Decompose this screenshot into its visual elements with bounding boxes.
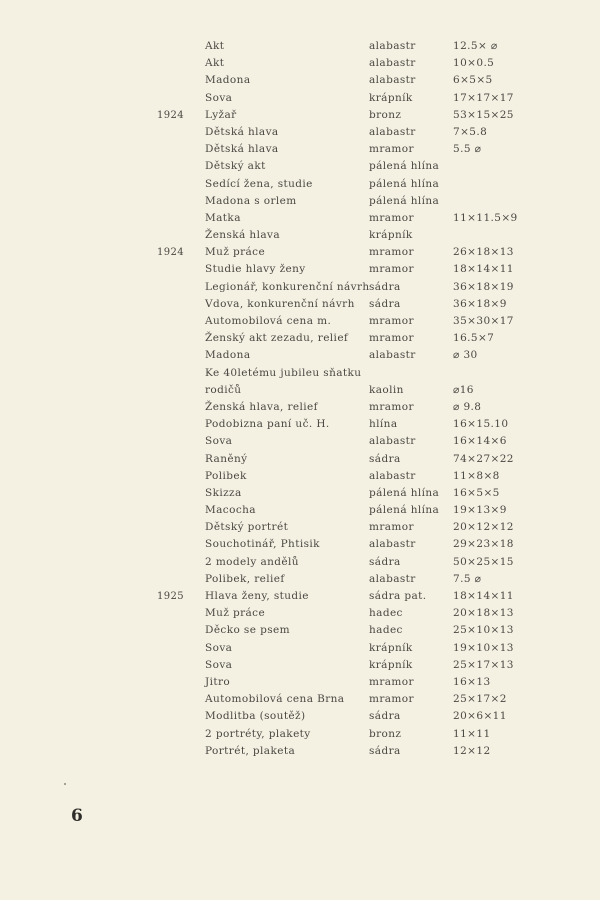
material-cell: pálená hlína (369, 504, 440, 517)
catalog-row (0, 691, 600, 708)
catalog-row (0, 107, 600, 124)
title-cell: Studie hlavy ženy (205, 263, 306, 276)
material-cell: sádra (369, 744, 401, 757)
title-cell: Dětský portrét (205, 521, 289, 534)
material-cell: pálená hlína (369, 194, 440, 207)
title-cell: Sova (205, 658, 233, 671)
material-cell: mramor (369, 211, 414, 224)
catalog-row (0, 502, 600, 519)
catalog-row (0, 55, 600, 72)
catalog-row (0, 554, 600, 571)
title-cell: Dětský akt (205, 160, 266, 173)
material-cell: krápník (369, 658, 413, 671)
catalog-row (0, 485, 600, 502)
material-cell: pálená hlína (369, 160, 440, 173)
material-cell: hadec (369, 607, 403, 620)
material-cell: alabastr (369, 349, 416, 362)
material-cell: sádra (369, 710, 401, 723)
title-cell: Polibek, relief (205, 572, 285, 585)
title-cell: Macocha (205, 504, 256, 517)
title-cell: Souchotinář, Phtisik (205, 538, 320, 551)
material-cell: mramor (369, 675, 414, 688)
size-cell: 16.5×7 (453, 332, 495, 345)
size-cell: 35×30×17 (453, 315, 514, 327)
material-cell: alabastr (369, 435, 416, 448)
catalog-row (0, 141, 600, 158)
material-cell: krápník (369, 641, 413, 654)
catalog-row (0, 38, 600, 55)
material-cell: alabastr (369, 538, 416, 551)
title-cell: Madona s orlem (205, 194, 297, 207)
material-cell: mramor (369, 400, 414, 413)
title-cell: Muž práce (205, 607, 266, 620)
catalog-row (0, 279, 600, 296)
size-cell: 50×25×15 (453, 555, 514, 568)
material-cell: krápník (369, 229, 413, 242)
title-cell: Sova (205, 91, 233, 104)
title-cell: 2 portréty, plakety (205, 727, 311, 740)
material-cell: alabastr (369, 57, 416, 70)
size-cell: 19×13×9 (453, 504, 507, 517)
catalog-row (0, 313, 600, 330)
size-cell: 5.5 ⌀ (453, 143, 482, 156)
material-cell: sádra (369, 297, 401, 310)
size-cell: 20×12×12 (453, 521, 514, 534)
size-cell: 20×6×11 (453, 710, 507, 723)
material-cell: sádra pat. (369, 590, 427, 602)
material-cell: alabastr (369, 40, 416, 52)
size-cell: 11×11.5×9 (453, 211, 518, 224)
size-cell: 12.5× ⌀ (453, 40, 498, 52)
title-cell: Děcko se psem (205, 624, 290, 637)
catalog-row (0, 227, 600, 244)
catalog-row (0, 708, 600, 725)
size-cell: 25×17×13 (453, 658, 514, 671)
size-cell: 18×14×11 (453, 590, 514, 602)
size-cell: 18×14×11 (453, 263, 514, 276)
catalog-row (0, 416, 600, 433)
title-cell: Ženská hlava, relief (205, 400, 318, 413)
material-cell: sádra (369, 452, 401, 465)
title-cell: Automobilová cena Brna (205, 693, 345, 706)
title-cell: Dětská hlava (205, 125, 279, 138)
size-cell: 12×12 (453, 744, 491, 757)
catalog-row (0, 640, 600, 657)
title-cell: Akt (205, 40, 225, 52)
size-cell: 6×5×5 (453, 74, 493, 87)
catalog-row (0, 588, 600, 605)
catalog-row (0, 743, 600, 760)
title-cell: Madona (205, 74, 251, 87)
material-cell: mramor (369, 263, 414, 276)
material-cell: alabastr (369, 572, 416, 585)
catalog-row (0, 536, 600, 553)
material-cell: sádra (369, 280, 401, 293)
title-cell: Sova (205, 435, 233, 448)
size-cell: 7×5.8 (453, 125, 488, 138)
title-cell: Portrét, plaketa (205, 744, 296, 757)
catalog-row (0, 347, 600, 364)
material-cell: kaolin (369, 383, 404, 396)
size-cell: 11×8×8 (453, 469, 500, 482)
size-cell: 20×18×13 (453, 607, 514, 620)
material-cell: krápník (369, 91, 413, 104)
size-cell: 16×15.10 (453, 418, 509, 431)
year-cell: 1924 (157, 247, 185, 259)
catalog-row (0, 726, 600, 743)
year-cell: 1924 (157, 109, 185, 121)
page-number: 6 (71, 806, 83, 826)
material-cell: mramor (369, 315, 414, 327)
catalog-row (0, 72, 600, 89)
catalog-row (0, 605, 600, 622)
material-cell: alabastr (369, 469, 416, 482)
material-cell: bronz (369, 727, 402, 740)
catalog-row (0, 296, 600, 313)
size-cell: 29×23×18 (453, 538, 514, 551)
catalog-row (0, 261, 600, 278)
title-cell: Sedící žena, studie (205, 177, 313, 190)
title-cell: Automobilová cena m. (205, 315, 332, 327)
material-cell: alabastr (369, 125, 416, 138)
material-cell: mramor (369, 693, 414, 706)
catalog-row (0, 433, 600, 450)
catalog-row (0, 451, 600, 468)
year-cell: 1925 (157, 591, 185, 602)
catalog-row (0, 674, 600, 691)
catalog-row (0, 244, 600, 261)
catalog-row (0, 571, 600, 588)
catalog-row (0, 176, 600, 193)
catalog-row (0, 90, 600, 107)
title-cell: Lyžař (205, 108, 237, 121)
title-cell: 2 modely andělů (205, 555, 299, 568)
size-cell: ⌀ 9.8 (453, 400, 482, 413)
title-cell: Vdova, konkurenční návrh (205, 297, 355, 310)
material-cell: mramor (369, 332, 414, 345)
material-cell: bronz (369, 108, 402, 121)
size-cell: 17×17×17 (453, 91, 514, 104)
material-cell: mramor (369, 143, 414, 156)
title-cell: rodičů (205, 383, 242, 396)
size-cell: 25×17×2 (453, 693, 507, 706)
material-cell: sádra (369, 555, 401, 568)
title-cell: Ženský akt zezadu, relief (205, 332, 349, 345)
material-cell: alabastr (369, 74, 416, 87)
title-cell: Ke 40letému jubileu sňatku (205, 366, 362, 379)
catalog-row (0, 657, 600, 674)
size-cell: 36×18×9 (453, 297, 507, 310)
material-cell: pálená hlína (369, 177, 440, 190)
catalog-row (0, 330, 600, 347)
catalog-list (0, 38, 600, 760)
size-cell: 74×27×22 (453, 452, 514, 465)
size-cell: 26×18×13 (453, 246, 514, 259)
catalog-row (0, 210, 600, 227)
size-cell: 16×13 (453, 675, 491, 688)
title-cell: Raněný (205, 452, 248, 465)
catalog-row (0, 468, 600, 485)
material-cell: hadec (369, 624, 403, 637)
title-cell: Podobizna paní uč. H. (205, 418, 330, 431)
material-cell: mramor (369, 521, 414, 534)
title-cell: Sova (205, 641, 233, 654)
size-cell: 25×10×13 (453, 624, 514, 637)
catalog-row (0, 622, 600, 639)
size-cell: 16×14×6 (453, 435, 507, 448)
title-cell: Matka (205, 211, 241, 224)
size-cell: 53×15×25 (453, 108, 514, 121)
size-cell: 10×0.5 (453, 57, 495, 70)
title-cell: Skizza (205, 486, 242, 499)
title-cell: Akt (205, 57, 225, 70)
catalog-row (0, 382, 600, 399)
material-cell: mramor (369, 246, 414, 259)
title-cell: Madona (205, 349, 251, 362)
catalog-row (0, 193, 600, 210)
catalog-row (0, 519, 600, 536)
size-cell: 19×10×13 (453, 641, 514, 654)
size-cell: 11×11 (453, 727, 491, 740)
material-cell: hlína (369, 418, 398, 431)
title-cell: Muž práce (205, 246, 266, 259)
size-cell: ⌀ 30 (453, 349, 478, 362)
title-cell: Hlava ženy, studie (205, 590, 309, 602)
title-cell: Jitro (205, 675, 231, 688)
title-cell: Dětská hlava (205, 143, 279, 156)
catalog-row (0, 365, 600, 382)
size-cell: ⌀16 (453, 383, 474, 396)
title-cell: Ženská hlava (205, 229, 280, 242)
title-cell: Legionář, konkurenční návrh (205, 280, 370, 293)
paper-speck (64, 783, 66, 785)
catalog-row (0, 124, 600, 141)
size-cell: 16×5×5 (453, 486, 500, 499)
catalog-row (0, 158, 600, 175)
size-cell: 7.5 ⌀ (453, 572, 482, 585)
title-cell: Modlitba (soutěž) (205, 710, 306, 723)
catalog-row (0, 399, 600, 416)
title-cell: Polibek (205, 469, 247, 482)
material-cell: pálená hlína (369, 486, 440, 499)
size-cell: 36×18×19 (453, 280, 514, 293)
